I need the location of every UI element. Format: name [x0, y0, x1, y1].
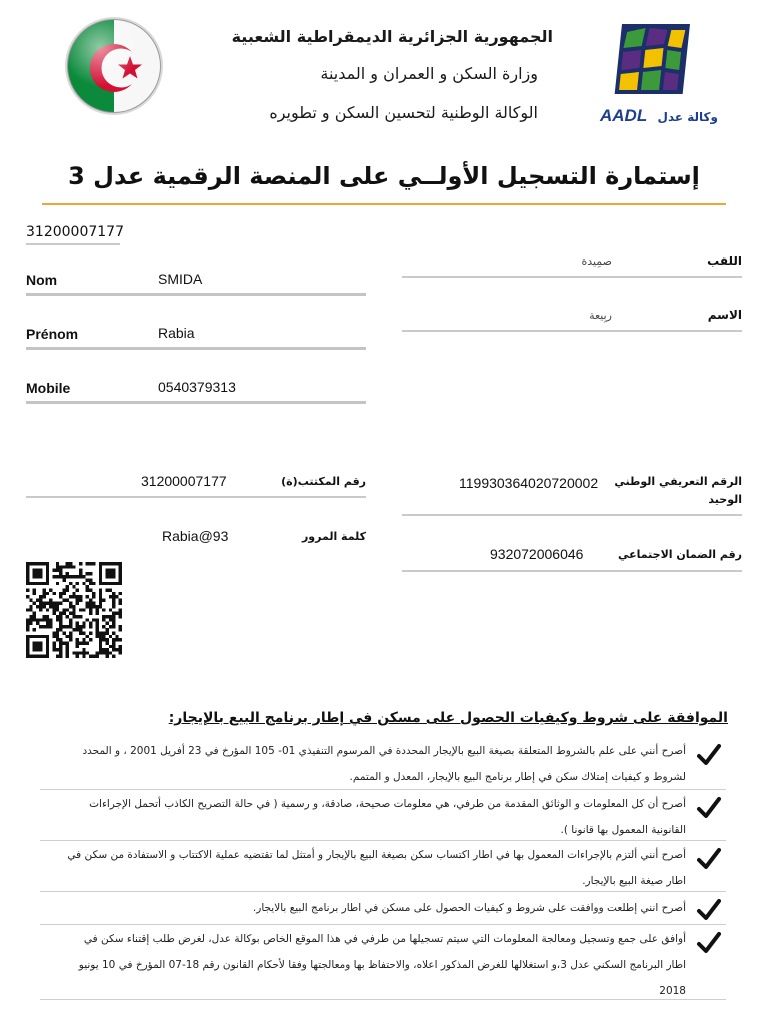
field-label: رقم المكتتب(ة)	[281, 475, 366, 488]
title-divider	[42, 203, 726, 205]
field-value: 932072006046	[490, 546, 584, 562]
declaration-item	[40, 738, 726, 790]
declaration-text: أصرح أن كل المعلومات و الوثائق المقدمة من طرفي، هي معلومات صحيحة، صادقة، و رسمية ( في حالة التصريح الكاذب أتحمل الإجراءات القانونية المعمول بها قانونا ).	[89, 798, 686, 836]
check-icon	[696, 897, 722, 923]
check-icon	[696, 846, 722, 872]
field-subscriber-number	[26, 472, 366, 498]
form-title: إستمارة التسجيل الأولــي على المنصة الرقمية عدل 3	[68, 162, 700, 190]
aadl-logo-icon	[598, 20, 722, 128]
field-laqab	[402, 252, 742, 278]
check-icon	[696, 795, 722, 821]
check-icon	[696, 930, 722, 956]
reference-number: 31200007177	[26, 224, 120, 245]
declaration-text: أصرح أنني ألتزم بالإجراءات المعمول بها في اطار اكتساب سكن بصيغة البيع بالإيجار و أمتثل لما تقتضيه عملية الاكتتاب و الاستفادة من سكن في اطار صيغة البيع بالإيجار.	[67, 849, 686, 887]
field-nin	[402, 472, 742, 516]
field-value: Rabia@93	[162, 528, 229, 544]
field-nss	[402, 544, 742, 572]
algerian-flag-icon	[64, 16, 164, 116]
ministry-name: وزارة السكن و العمران و المدينة	[320, 64, 538, 83]
field-mobile	[26, 378, 366, 404]
field-label: كلمة المرور	[301, 530, 366, 543]
declaration-text: أصرح انني إطلعت ووافقت على شروط و كيفيات الحصول على مسكن في اطار برنامج البيع بالايجار.	[252, 902, 686, 914]
field-value: Rabia	[158, 325, 195, 341]
field-value: 119930364020720002	[459, 475, 599, 491]
agreement-title: الموافقة على شروط وكيفيات الحصول على مسكن في إطار برنامج البيع بالإيجار:	[168, 710, 728, 726]
field-value: 31200007177	[141, 473, 227, 489]
field-value: صمِيدة	[581, 255, 612, 268]
field-label: الاسم	[707, 308, 742, 322]
check-icon	[696, 742, 722, 768]
field-value: ربِيعة	[589, 309, 612, 322]
declaration-item	[40, 895, 726, 925]
field-value: 0540379313	[158, 379, 236, 395]
field-ism	[402, 306, 742, 332]
field-label: رقم الضمان الاجتماعي	[618, 548, 742, 561]
logo-arabic-text: وكالة عدل	[657, 110, 718, 124]
republic-name: الجمهورية الجزائرية الديمقراطية الشعبية	[231, 27, 553, 46]
declaration-item	[40, 842, 726, 892]
logo-latin-text: AADL	[600, 106, 648, 125]
field-label-line2: الوحيد	[708, 493, 742, 506]
field-password	[26, 527, 366, 553]
field-label: Prénom	[26, 326, 79, 342]
agency-name: الوكالة الوطنية لتحسين السكن و تطويره	[269, 103, 538, 122]
declaration-text: أصرح أنني على علم بالشروط المتعلقة بصيغة البيع بالإيجار المحددة في المرسوم التنفيذي 01- 105 المؤرخ في 23 أفريل 2001 ، و المحدد لشروط و كيفيات إمتلاك سكن في إطار برنامج البيع بالإيجار، المعدل و المتمم.	[82, 745, 686, 783]
field-label: Nom	[26, 272, 58, 288]
field-label: الرقم التعريفي الوطني	[614, 475, 742, 488]
field-nom	[26, 270, 366, 296]
field-label: اللقب	[707, 254, 742, 268]
declaration-item	[40, 926, 726, 1000]
declaration-item	[40, 791, 726, 841]
declaration-text: أوافق على جمع وتسجيل ومعالجة المعلومات التي سيتم تسجيلها من طرفي في هذا الموقع الخاص بوكالة عدل، لغرض طلب إقتناء سكن في اطار البرنامج السكني عدل 3،و استغلالها للغرض المذكور اعلاه، والاحتفاظ بها ومعالجتها وفقا لأحكام القانون رقم 18-07 المؤرخ في 10 يونيو 2018	[78, 933, 686, 997]
qr-code-icon	[26, 562, 122, 658]
field-prenom	[26, 324, 366, 350]
field-value: SMIDA	[158, 271, 203, 287]
field-label: Mobile	[26, 380, 71, 396]
